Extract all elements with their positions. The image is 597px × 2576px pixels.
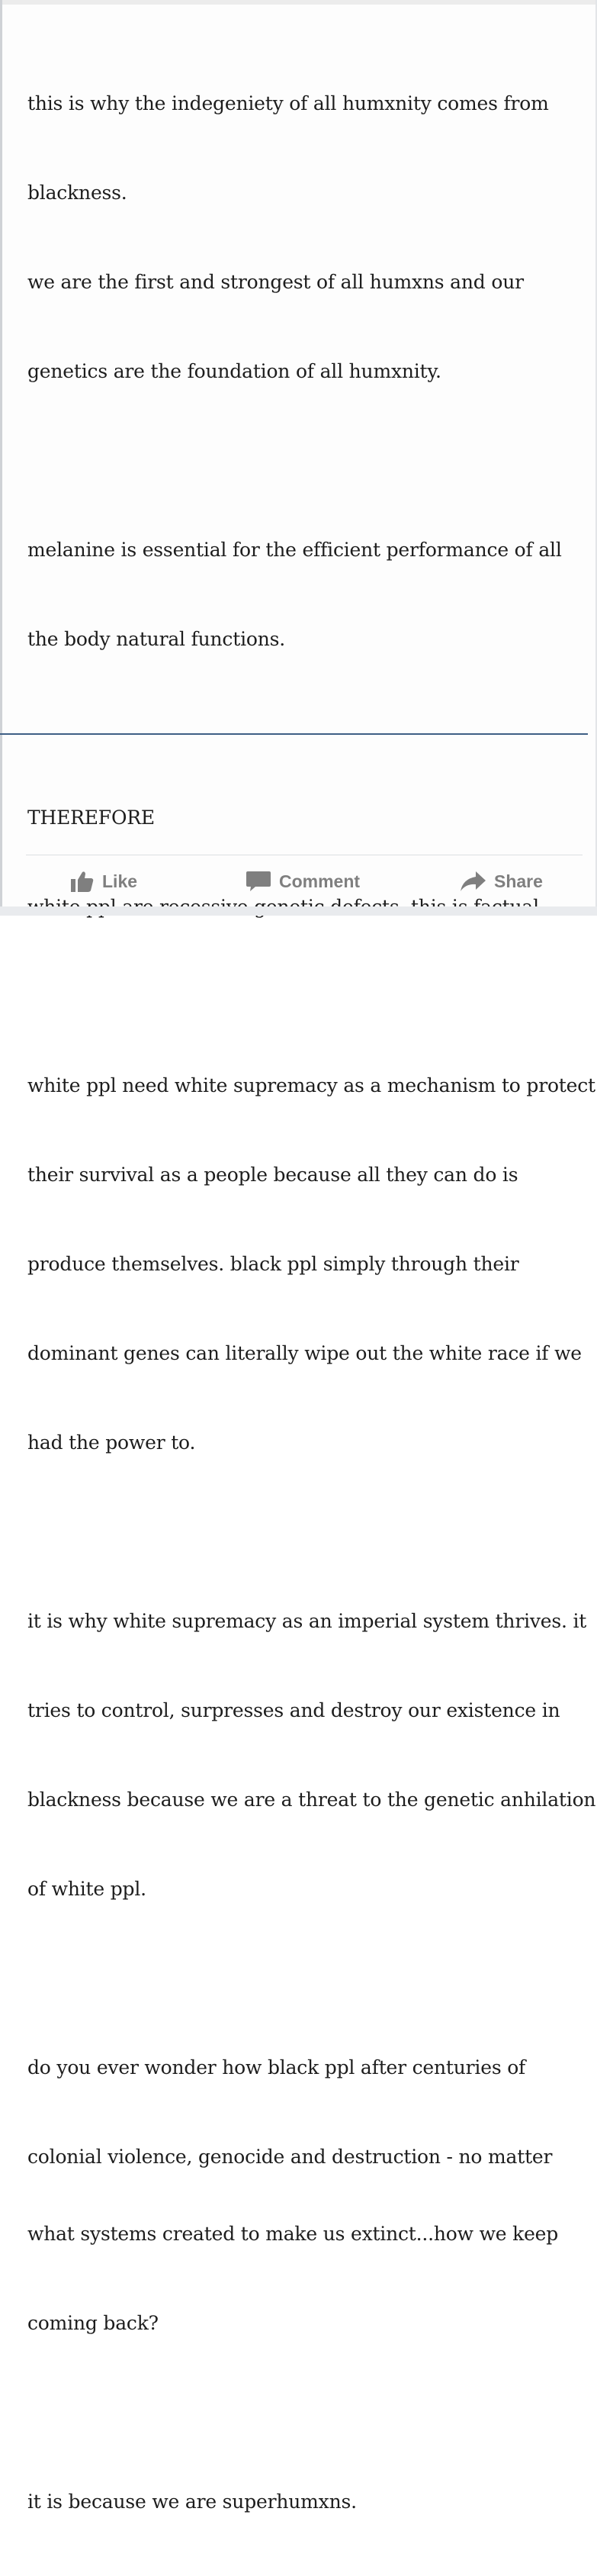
text-line: it is why white supremacy as an imperial system thrives. it [27,1610,587,1632]
paragraph-7 [27,2427,584,2576]
text-line: what systems created to make us extinct...how we keep [27,2223,559,2245]
post-text [27,29,596,2576]
screenshot-seam-line [0,733,588,735]
top-edge [0,0,597,5]
text-line: of white ppl. [27,1878,146,1900]
text-line: had the power to. [27,1431,196,1454]
like-label: Like [102,871,138,891]
paragraph-1 [27,29,584,446]
text-line: produce themselves. black ppl simply through their [27,1253,519,1275]
text-line: genetics are the foundation of all humxnity. [27,360,441,382]
paragraph-2 [27,475,584,713]
speech-bubble-icon [246,870,271,893]
text-line: coming back? [27,2312,159,2334]
text-line: blackness. [27,182,127,204]
text-line: tries to control, surpresses and destroy our existence in [27,1699,560,1721]
text-line: melanine is essential for the efficient performance of all [27,539,562,561]
paragraph-5 [27,1547,596,1963]
text-line: colonial violence, genocide and destruction - no matter [27,2146,553,2168]
share-label: Share [494,871,543,891]
text-line: THEREFORE [27,807,155,829]
bottom-edge [0,906,597,916]
comment-label: Comment [279,871,361,891]
text-line: white ppl need white supremacy as a mechanism to protect [27,1074,595,1096]
text-line: their survival as a people because all they can do is [27,1164,518,1186]
text-line: this is why the indegeniety of all humxnity comes from [27,92,549,114]
comment-button[interactable] [246,867,360,896]
paragraph-6 [27,1993,584,2397]
paragraph-4 [27,1011,595,1517]
text-line: dominant genes can literally wipe out the white race if we [27,1342,582,1364]
left-border [0,0,2,916]
text-line: it is because we are superhumxns. [27,2491,357,2513]
thumbs-up-icon [70,870,95,893]
text-line: do you ever wonder how black ppl after centuries of [27,2056,526,2079]
text-line: blackness because we are a threat to the genetic anhilation [27,1789,596,1811]
share-button[interactable] [459,867,543,896]
like-button[interactable] [70,867,137,896]
text-line: the body natural functions. [27,628,285,650]
post-actions-bar [0,859,597,903]
share-arrow-icon [459,870,486,893]
text-line: we are the first and strongest of all humxns and our [27,271,524,293]
